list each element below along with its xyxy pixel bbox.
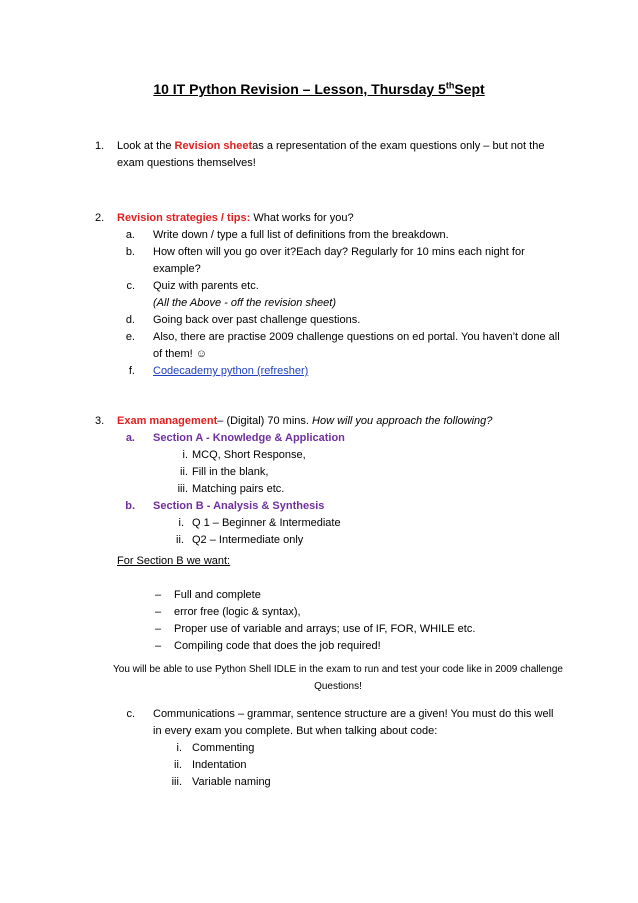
section-a-item-3-num: iii. (177, 483, 188, 495)
subitem-b-text-1: How often will you go over it?Each day? Regularly for 10 mins each night for (153, 246, 525, 258)
subitem-a-text: Write down / type a full list of definitions from the breakdown. (153, 229, 449, 241)
section-a-item-2-num: ii. (180, 466, 188, 478)
section-b-item-1: Q 1 – Beginner & Intermediate (192, 517, 341, 529)
idle-note-line-1: You will be able to use Python Shell IDLE in the exam to run and test your code like in 2009 challenge (113, 664, 563, 675)
section-a-item-2: Fill in the blank, (192, 466, 269, 478)
codecademy-link[interactable]: Codecademy python (refresher) (153, 365, 309, 377)
section-c-label: c. (126, 708, 135, 720)
section-a-title: Section A - Knowledge & Application (153, 432, 345, 444)
want-3: Proper use of variable and arrays; use of IF, FOR, WHILE etc. (174, 623, 476, 635)
section-b-title: Section B - Analysis & Synthesis (153, 500, 325, 512)
section-b-item-1-num: i. (178, 517, 184, 529)
want-4: Compiling code that does the job required! (174, 640, 381, 652)
subitem-c-text: Quiz with parents etc. (153, 280, 259, 292)
want-1: Full and complete (174, 589, 261, 601)
section-c-item-3-num: iii. (171, 776, 182, 788)
section-c-item-2: Indentation (192, 759, 247, 771)
item-3-number: 3. (95, 415, 105, 427)
section-c-text-2: in every exam you complete. But when talking about code: (153, 725, 438, 737)
revision-strategies-highlight: Revision strategies / tips: (117, 212, 251, 224)
revision-sheet-highlight: Revision sheet (174, 140, 253, 152)
want-dash-4: – (155, 640, 162, 652)
idle-note-line-2: Questions! (314, 681, 362, 692)
section-a-item-3: Matching pairs etc. (192, 483, 285, 495)
want-dash-3: – (155, 623, 162, 635)
section-a-label: a. (125, 432, 135, 444)
subitem-c-label: c. (126, 280, 135, 292)
subitem-f-label: f. (128, 365, 135, 377)
subitem-c-italic-note: (All the Above - off the revision sheet) (153, 297, 337, 309)
want-2: error free (logic & syntax), (174, 606, 301, 618)
section-a-item-1-num: i. (182, 449, 188, 461)
item-2-rest: What works for you? (250, 212, 354, 224)
section-c-item-1-num: i. (176, 742, 182, 754)
section-a-item-1: MCQ, Short Response, (192, 449, 306, 461)
want-dash-1: – (155, 589, 162, 601)
exam-management-highlight: Exam management (117, 415, 218, 427)
section-c-text-1: Communications – grammar, sentence structure are a given! You must do this well (153, 708, 554, 720)
subitem-e-text-2: of them! ☺ (153, 348, 208, 360)
item-1-rest-1: as a representation of the exam questions only – but not the (252, 140, 545, 152)
subitem-e-text-1: Also, there are practise 2009 challenge questions on ed portal. You haven’t done all (153, 331, 560, 343)
subitem-d-label: d. (125, 314, 135, 326)
item-3-italic-question: How will you approach the following? (312, 415, 493, 427)
item-2-heading (117, 210, 557, 227)
item-3-rest: – (Digital) 70 mins. (217, 415, 313, 427)
section-c-item-2-num: ii. (174, 759, 182, 771)
subitem-a-label: a. (125, 229, 135, 241)
title-superscript: th (445, 80, 455, 91)
subitem-d-text: Going back over past challenge questions. (153, 314, 361, 326)
section-b-label: b. (125, 500, 135, 512)
subitem-e-label: e. (125, 331, 135, 343)
subitem-b-text-2: example? (153, 263, 201, 275)
item-2-number: 2. (95, 212, 105, 224)
section-c-item-3: Variable naming (192, 776, 271, 788)
item-1-pre: Look at the (117, 140, 175, 152)
idle-note (0, 661, 638, 695)
item-1-number: 1. (95, 140, 105, 152)
subitem-b-label: b. (125, 246, 135, 258)
section-c-item-1: Commenting (192, 742, 255, 754)
item-1-rest-2: exam questions themselves! (117, 157, 256, 169)
section-b-item-2: Q2 – Intermediate only (192, 534, 304, 546)
item-3-heading (117, 413, 587, 430)
section-b-wants-heading: For Section B we want: (117, 555, 231, 567)
title-main: 10 IT Python Revision – Lesson, Thursday 5 (153, 81, 446, 97)
item-1-text (117, 138, 557, 172)
section-b-item-2-num: ii. (176, 534, 184, 546)
title-tail: Sept (454, 81, 485, 97)
page-title (0, 80, 638, 98)
want-dash-2: – (155, 606, 162, 618)
